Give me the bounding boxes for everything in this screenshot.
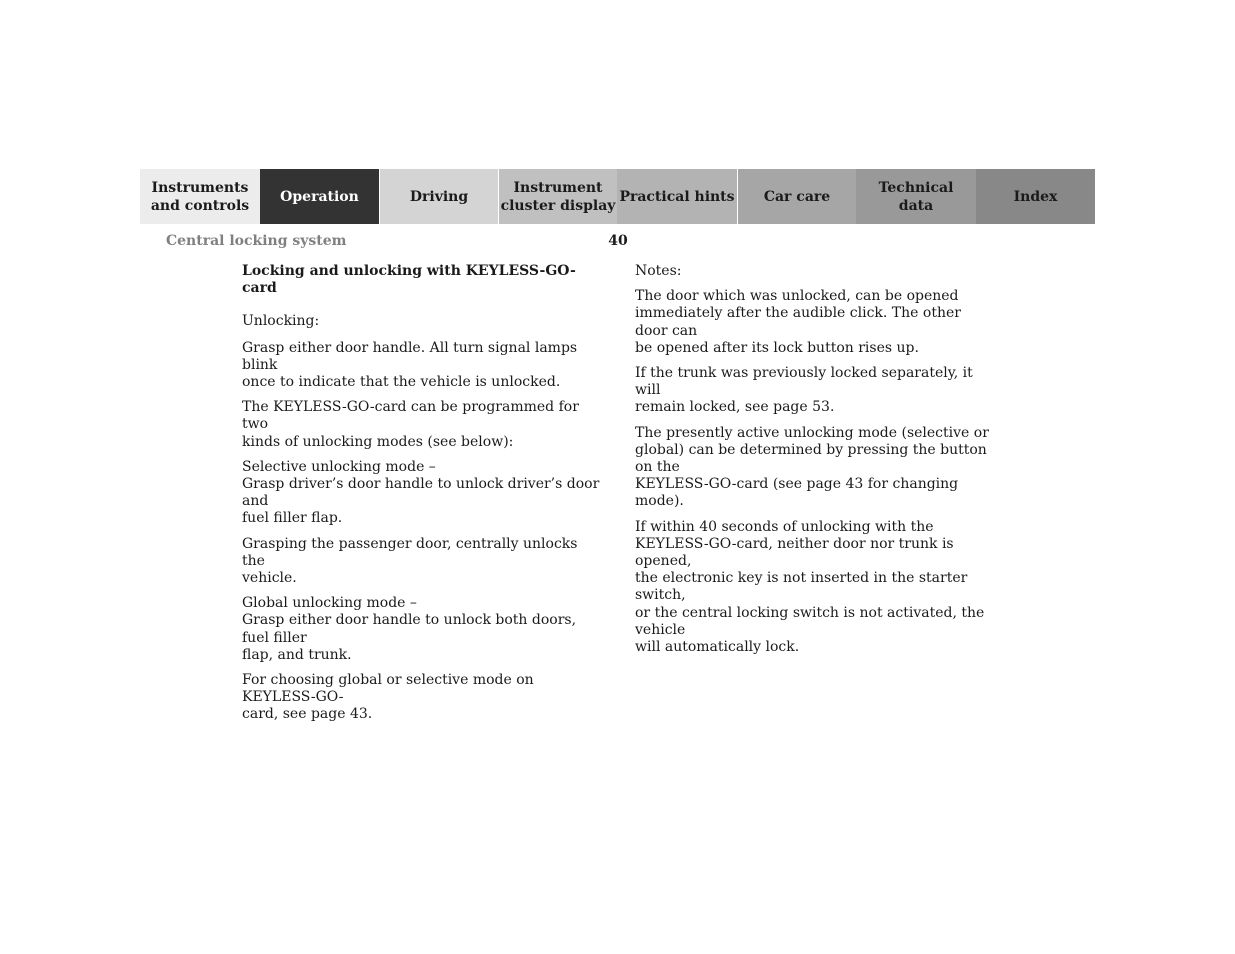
tab-practical-hints[interactable]: Practical hints xyxy=(617,169,737,224)
tab-instrument-cluster-display[interactable]: Instrument cluster display xyxy=(498,169,617,224)
paragraph: Selective unlocking mode – Grasp driver’s door handle to unlock driver’s door and fuel filler flap. xyxy=(242,458,600,527)
tab-driving[interactable]: Driving xyxy=(379,169,498,224)
paragraph: For choosing global or selective mode on KEYLESS-GO- card, see page 43. xyxy=(242,672,534,723)
paragraph: Global unlocking mode – Grasp either door handle to unlock both doors, fuel filler flap, and trunk. xyxy=(242,595,577,663)
tab-technical-data[interactable]: Technical data xyxy=(856,169,976,224)
chapter-tabs xyxy=(140,169,1095,224)
right-column xyxy=(635,263,995,664)
tab-car-care[interactable]: Car care xyxy=(737,169,856,224)
paragraph: Unlocking: xyxy=(242,313,320,330)
paragraph: The door which was unlocked, can be opened immediately after the audible click. The other door can be opened after its lock button rises up. xyxy=(635,288,961,356)
paragraph: Grasp either door handle. All turn signal lamps blink once to indicate that the vehicle is unlocked. xyxy=(242,339,578,391)
left-column xyxy=(242,263,602,732)
tab-index[interactable]: Index xyxy=(976,169,1095,224)
tab-operation[interactable]: Operation xyxy=(260,169,379,224)
notes-label: Notes: xyxy=(635,263,682,279)
section-heading: Locking and unlocking with KEYLESS-GO-card xyxy=(242,263,576,297)
section-title: Central locking system xyxy=(166,233,347,249)
page-number: 40 xyxy=(608,233,628,249)
paragraph: If the trunk was previously locked separately, it will remain locked, see page 53. xyxy=(635,365,973,416)
paragraph: Grasping the passenger door, centrally unlocks the vehicle. xyxy=(242,535,578,587)
paragraph: The KEYLESS-GO-card can be programmed for two kinds of unlocking modes (see below): xyxy=(242,399,579,450)
tab-instruments-and-controls[interactable]: Instruments and controls xyxy=(140,169,260,224)
paragraph: If within 40 seconds of unlocking with the KEYLESS-GO-card, neither door nor trunk is opened, the electronic key is not inserted in the starter switch, or the central locking switch is not activated, the vehicle will automatically lock. xyxy=(635,518,985,656)
paragraph: The presently active unlocking mode (selective or global) can be determined by pressing the button on the KEYLESS-GO-card (see page 43 for changing mode). xyxy=(635,424,989,510)
